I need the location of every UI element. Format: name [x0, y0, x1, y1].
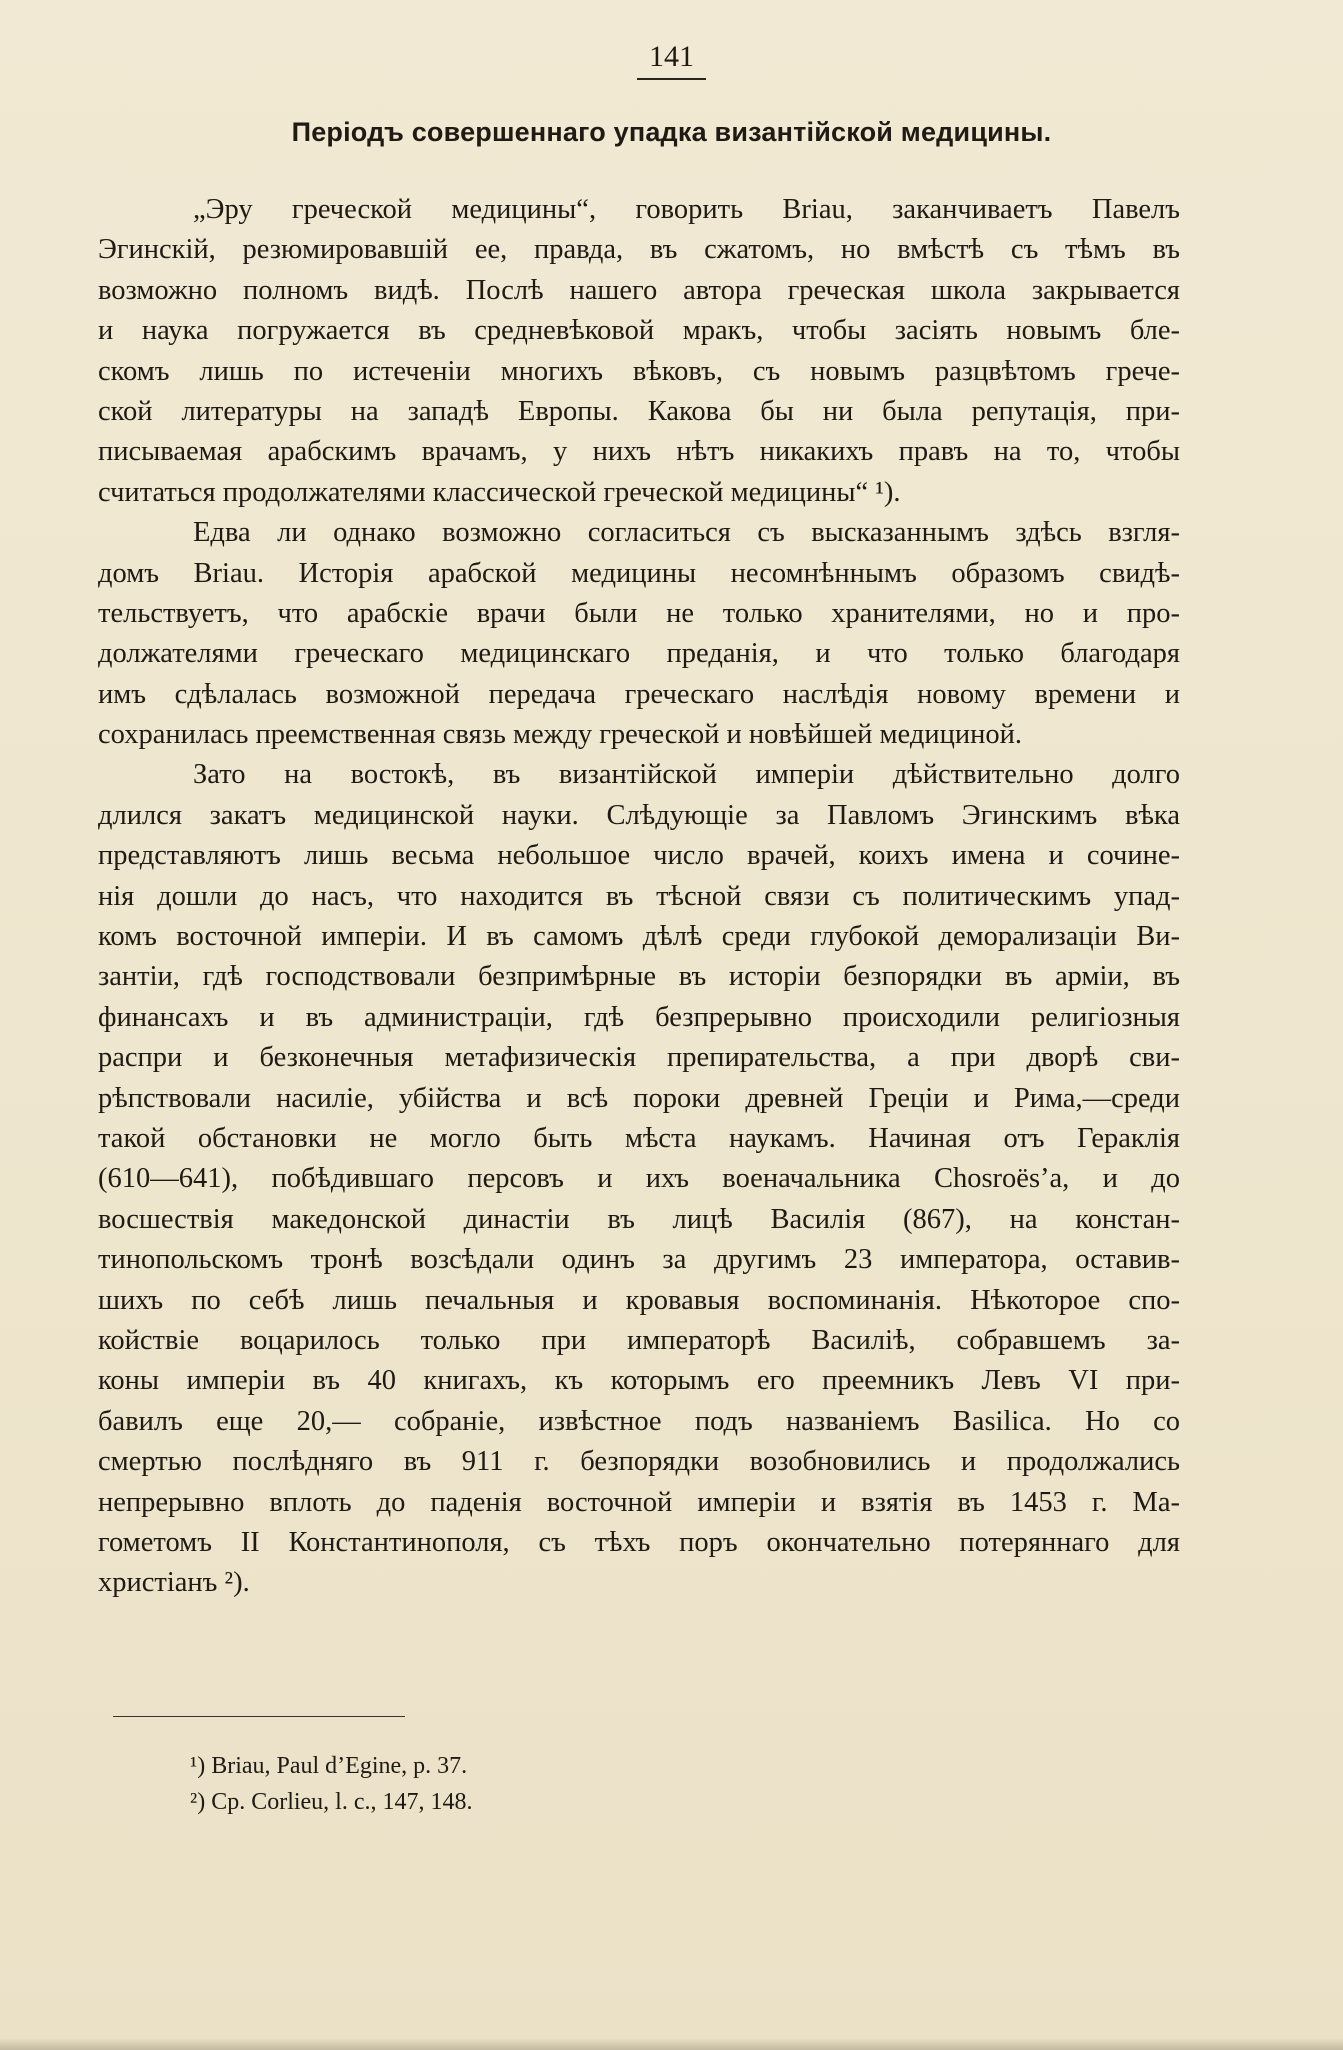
text-line: „Эру греческой медицины“, говорить Briau, заканчиваетъ Павелъ [193, 194, 1180, 225]
page-edge-shadow [0, 2038, 1343, 2050]
text-line: сохранилась преемственная связь между греческой и новѣйшей медициной. [98, 719, 1022, 751]
text-line: гометомъ II Константинополя, съ тѣхъ поръ окончательно потеряннаго для [98, 1526, 1180, 1558]
text-line: и наука погружается въ средневѣковой мракъ, чтобы засіять новымъ бле- [98, 315, 1180, 347]
text-line: должателями греческаго медицинскаго преданія, и что только благодаря [98, 638, 1180, 670]
text-line: распри и безконечныя метафизическія препирательства, а при дворѣ сви- [98, 1042, 1180, 1074]
text-line: рѣпствовали насиліе, убійства и всѣ пороки древней Греціи и Рима,—среди [98, 1082, 1180, 1114]
text-line: писываемая арабскимъ врачамъ, у нихъ нѣтъ никакихъ правъ на то, чтобы [98, 436, 1180, 468]
footnote-2: ²) Cp. Corlieu, l. c., 147, 148. [190, 1789, 473, 1815]
text-line: возможно полномъ видѣ. Послѣ нашего автора греческая школа закрывается [98, 274, 1180, 306]
text-line: Зато на востокѣ, въ византійской имперіи дѣйствительно долго [193, 759, 1180, 791]
section-heading: Періодъ совершеннаго упадка византійской медицины. [291, 117, 1052, 147]
page-number: 141 [0, 40, 1343, 80]
text-line: считаться продолжателями классической греческой медицины“ ¹). [98, 476, 901, 508]
text-line: койствіе воцарилось только при императорѣ Василіѣ, собравшемъ за- [98, 1324, 1180, 1356]
text-line: шихъ по себѣ лишь печальныя и кровавыя воспоминанія. Нѣкоторое спо- [98, 1284, 1180, 1316]
text-line: христіанъ ²). [98, 1567, 250, 1599]
text-line: представляютъ лишь весьма небольшое число врачей, коихъ имена и сочине- [98, 840, 1180, 872]
text-line: такой обстановки не могло быть мѣста наукамъ. Начиная отъ Гераклія [98, 1122, 1180, 1154]
text-line: тинопольскомъ тронѣ возсѣдали одинъ за другимъ 23 императора, оставив- [98, 1244, 1180, 1276]
text-line: смертью послѣдняго въ 911 г. безпорядки возобновились и продолжались [98, 1446, 1180, 1478]
footnotes [190, 1748, 473, 1820]
text-line: зантіи, гдѣ господствовали безпримѣрные въ исторіи безпорядки въ арміи, въ [98, 961, 1180, 993]
text-line: ской литературы на западѣ Европы. Какова бы ни была репутація, при- [98, 395, 1180, 427]
text-line: непрерывно вплоть до паденія восточной имперіи и взятія въ 1453 г. Ма- [98, 1486, 1180, 1518]
text-line: тельствуетъ, что арабскіе врачи были не только хранителями, но и про- [98, 597, 1180, 629]
text-line: комъ восточной имперіи. И въ самомъ дѣлѣ среди глубокой деморализаціи Ви- [98, 921, 1180, 953]
footnote-separator [113, 1716, 405, 1717]
text-line: скомъ лишь по истеченіи многихъ вѣковъ, съ новымъ разцвѣтомъ грече- [98, 355, 1180, 387]
text-line: финансахъ и въ администраціи, гдѣ безпрерывно происходили религіозныя [98, 1001, 1180, 1033]
text-line: нія дошли до насъ, что находится въ тѣсной связи съ политическимъ упад- [98, 880, 1180, 912]
text-line: коны имперіи въ 40 книгахъ, къ которымъ его преемникъ Левъ VI при- [98, 1365, 1180, 1397]
text-line: длился закатъ медицинской науки. Слѣдующіе за Павломъ Эгинскимъ вѣка [98, 799, 1180, 831]
text-line: имъ сдѣлалась возможной передача греческаго наслѣдія новому времени и [98, 678, 1180, 710]
text-line: (610—641), побѣдившаго персовъ и ихъ военачальника Chosroës’а, и до [98, 1163, 1180, 1195]
footnote-1: ¹) Briau, Paul d’Egine, p. 37. [190, 1753, 468, 1779]
text-line: бавилъ еще 20,— собраніе, извѣстное подъ названіемъ Basilica. Но со [98, 1405, 1180, 1437]
body-text [98, 190, 1180, 1604]
text-line: Едва ли однако возможно согласиться съ высказаннымъ здѣсь взгля- [193, 517, 1180, 549]
text-line: домъ Briau. Исторія арабской медицины несомнѣннымъ образомъ свидѣ- [98, 557, 1180, 589]
text-line: Эгинскій, резюмировавшій ее, правда, въ сжатомъ, но вмѣстѣ съ тѣмъ въ [98, 234, 1180, 266]
text-line: восшествія македонской династіи въ лицѣ Василія (867), на констан- [98, 1203, 1180, 1235]
